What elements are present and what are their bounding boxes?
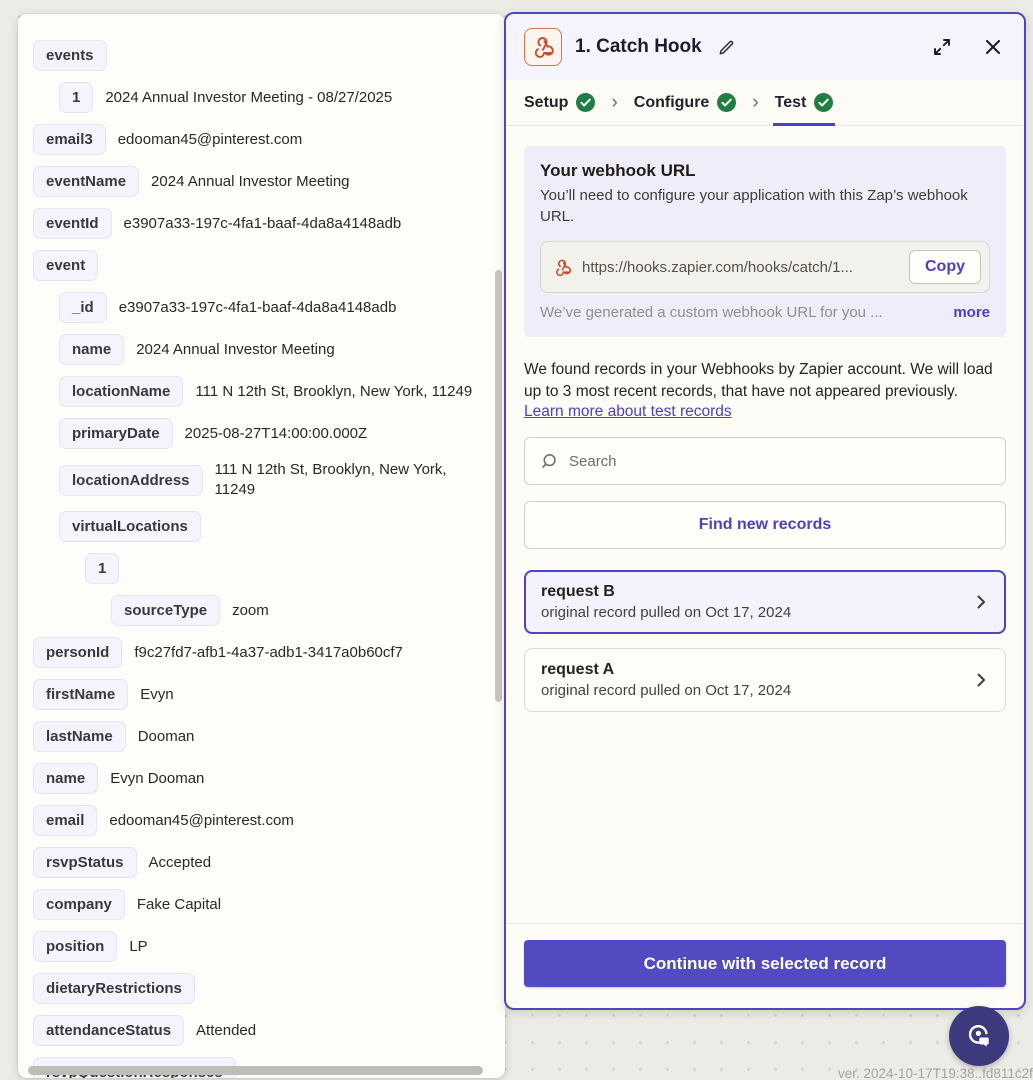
search-input[interactable] bbox=[569, 453, 991, 470]
webhook-note-row bbox=[540, 304, 990, 321]
webhook-note-text: We’ve generated a custom webhook URL for you ... bbox=[540, 304, 883, 321]
field-key-pill: 1 bbox=[85, 553, 119, 584]
field-key-pill: _id bbox=[59, 292, 107, 323]
tab-setup-label: Setup bbox=[524, 93, 569, 111]
field-row bbox=[33, 553, 489, 584]
help-chat-icon bbox=[963, 1020, 995, 1052]
field-row bbox=[33, 166, 489, 197]
record-main bbox=[541, 661, 973, 699]
webhook-url-card bbox=[524, 146, 1006, 337]
help-chat-button[interactable] bbox=[949, 1006, 1009, 1066]
field-key-pill: locationName bbox=[59, 376, 183, 407]
expand-icon[interactable] bbox=[929, 34, 955, 60]
check-circle-icon bbox=[814, 93, 833, 112]
record-main bbox=[541, 583, 973, 621]
field-key-pill: name bbox=[33, 763, 98, 794]
tab-setup[interactable] bbox=[522, 80, 597, 125]
record-search-box bbox=[524, 437, 1006, 485]
step-progress-bar bbox=[506, 80, 1024, 126]
field-row bbox=[33, 805, 489, 836]
record-title: request A bbox=[541, 661, 615, 678]
tab-test[interactable] bbox=[773, 80, 836, 125]
field-key-pill: event bbox=[33, 250, 98, 281]
step-title: 1. Catch Hook bbox=[575, 36, 702, 57]
field-value: edooman45@pinterest.com bbox=[109, 811, 294, 829]
find-new-records-button[interactable]: Find new records bbox=[524, 501, 1006, 549]
field-value: 2024 Annual Investor Meeting bbox=[136, 340, 335, 358]
field-value: edooman45@pinterest.com bbox=[117, 130, 303, 148]
records-intro-text: We found records in your Webhooks by Zapier account. We will load up to 3 most recent records, that have not appeared previously. bbox=[524, 361, 993, 400]
field-key-pill: events bbox=[33, 40, 107, 71]
tab-test-label: Test bbox=[774, 93, 807, 111]
field-row bbox=[33, 679, 489, 710]
field-row bbox=[33, 40, 489, 71]
webhook-card-description: You’ll need to configure your application with this Zap’s webhook URL. bbox=[540, 187, 968, 225]
field-value: Dooman bbox=[137, 727, 195, 745]
field-value: 111 N 12th St, Brooklyn, New York, 11249 bbox=[195, 382, 473, 400]
webhook-card-title: Your webhook URL bbox=[540, 161, 696, 180]
field-key-pill: attendanceStatus bbox=[33, 1015, 184, 1046]
version-text: ver. 2024-10-17T19:38..fd811c2f bbox=[838, 1066, 1033, 1080]
field-row bbox=[33, 595, 489, 626]
field-key-pill: company bbox=[33, 889, 125, 920]
field-row bbox=[33, 334, 489, 365]
tab-configure-label: Configure bbox=[633, 93, 710, 111]
field-row bbox=[33, 511, 489, 542]
copy-url-button[interactable]: Copy bbox=[909, 250, 981, 284]
record-subtitle: original record pulled on Oct 17, 2024 bbox=[541, 604, 792, 621]
edit-title-pencil-icon[interactable] bbox=[717, 38, 736, 57]
field-key-pill: name bbox=[59, 334, 124, 365]
field-key-pill: dietaryRestrictions bbox=[33, 973, 195, 1004]
chevron-separator-icon: › bbox=[611, 91, 618, 113]
field-value: f9c27fd7-afb1-4a37-adb1-3417a0b60cf7 bbox=[134, 643, 403, 661]
field-key-pill: virtualLocations bbox=[59, 511, 201, 542]
field-key-pill: eventId bbox=[33, 208, 112, 239]
field-key-pill: lastName bbox=[33, 721, 126, 752]
record-row-request-b[interactable] bbox=[524, 570, 1006, 634]
step-panel-footer bbox=[506, 923, 1024, 1008]
continue-with-selected-record-button[interactable]: Continue with selected record bbox=[524, 940, 1006, 987]
catch-hook-step-panel bbox=[504, 12, 1026, 1010]
field-value: Fake Capital bbox=[136, 895, 222, 913]
search-icon bbox=[539, 452, 558, 471]
field-row bbox=[33, 637, 489, 668]
field-key-pill: eventName bbox=[33, 166, 139, 197]
webhook-url-row bbox=[540, 241, 990, 293]
field-key-pill: position bbox=[33, 931, 117, 962]
field-value: Attended bbox=[196, 1021, 257, 1039]
check-circle-icon bbox=[717, 93, 736, 112]
field-row bbox=[33, 124, 489, 155]
field-key-pill: sourceType bbox=[111, 595, 220, 626]
step-panel-header bbox=[506, 14, 1024, 80]
field-key-pill: 1 bbox=[59, 82, 93, 113]
field-value: 2025-08-27T14:00:00.000Z bbox=[184, 424, 368, 442]
horizontal-scrollbar[interactable] bbox=[28, 1066, 483, 1075]
field-row bbox=[33, 847, 489, 878]
record-row-request-a[interactable] bbox=[524, 648, 1006, 712]
field-row bbox=[33, 889, 489, 920]
webhook-app-icon bbox=[524, 28, 562, 66]
field-key-pill: rsvpStatus bbox=[33, 847, 137, 878]
chevron-right-icon bbox=[973, 594, 989, 610]
field-value: 111 N 12th St, Brooklyn, New York, 11249 bbox=[214, 461, 447, 498]
field-row bbox=[33, 82, 489, 113]
field-value: zoom bbox=[232, 601, 269, 619]
field-row bbox=[33, 376, 489, 407]
record-subtitle: original record pulled on Oct 17, 2024 bbox=[541, 682, 792, 699]
field-value: Evyn Dooman bbox=[110, 769, 205, 787]
test-tab-body bbox=[506, 126, 1024, 923]
field-value: Accepted bbox=[148, 853, 212, 871]
field-row bbox=[33, 418, 489, 449]
field-key-pill: email3 bbox=[33, 124, 106, 155]
field-key-pill: email bbox=[33, 805, 97, 836]
field-value: 2024 Annual Investor Meeting bbox=[151, 172, 350, 190]
chevron-right-icon bbox=[973, 672, 989, 688]
more-link[interactable]: more bbox=[953, 304, 990, 321]
field-row bbox=[33, 1015, 489, 1046]
vertical-scrollbar[interactable] bbox=[495, 270, 502, 702]
field-key-pill: locationAddress bbox=[59, 465, 203, 496]
field-value: Evyn bbox=[140, 685, 174, 703]
field-value: e3907a33-197c-4fa1-baaf-4da8a4148adb bbox=[118, 298, 397, 316]
field-value: e3907a33-197c-4fa1-baaf-4da8a4148adb bbox=[123, 214, 402, 232]
record-title: request B bbox=[541, 583, 615, 600]
field-key-pill: primaryDate bbox=[59, 418, 173, 449]
field-row bbox=[33, 763, 489, 794]
field-row bbox=[33, 721, 489, 752]
learn-more-link[interactable]: Learn more about test records bbox=[524, 403, 732, 420]
field-row bbox=[33, 460, 489, 500]
field-list bbox=[33, 40, 489, 1078]
field-row bbox=[33, 931, 489, 962]
field-row bbox=[33, 292, 489, 323]
chevron-separator-icon: › bbox=[752, 91, 759, 113]
field-value: 2024 Annual Investor Meeting - 08/27/2025 bbox=[105, 88, 393, 106]
field-key-pill: firstName bbox=[33, 679, 128, 710]
webhook-mini-icon bbox=[553, 258, 572, 277]
field-row bbox=[33, 208, 489, 239]
field-row bbox=[33, 250, 489, 281]
field-value: LP bbox=[129, 937, 148, 955]
field-key-pill: personId bbox=[33, 637, 122, 668]
tab-configure[interactable] bbox=[632, 80, 739, 125]
check-circle-icon bbox=[576, 93, 595, 112]
close-icon[interactable] bbox=[980, 34, 1006, 60]
field-row bbox=[33, 973, 489, 1004]
webhook-url-text: https://hooks.zapier.com/hooks/catch/1... bbox=[582, 258, 853, 276]
webhook-data-card bbox=[18, 14, 505, 1078]
